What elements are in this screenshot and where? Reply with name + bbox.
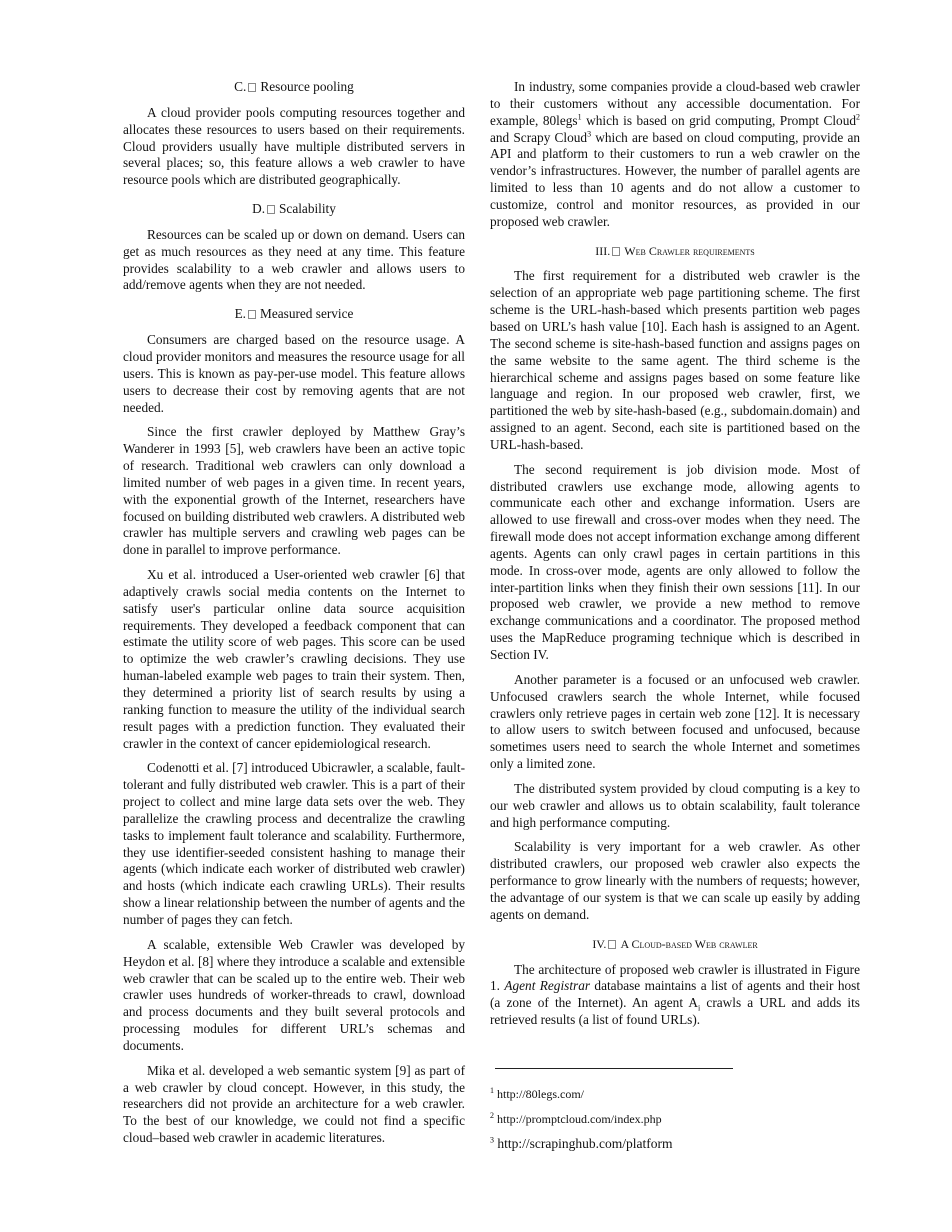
paragraph: The second requirement is job division mode. Most of distributed crawlers use exchange mode, allowing agents to communicate each other and exchange information. Users are allowed to use firewall and cross-over modes when they need. The firewall mode does not accept information exchange among different agents. Agents can only crawl pages in certain partitions in this mode. In cross-over mode, agents are only allowed to follow the inter-partition links when they finish their own sessions [11]. In our proposed web crawler, we provide a new method to remove exchange communications and a coordinator. The proposed method uses the MapReduce programing technique which is described in Section IV. [490, 461, 860, 662]
missing-glyph-icon [248, 83, 256, 92]
heading-title: Scalability [279, 201, 336, 217]
heading-number: D. [252, 201, 266, 217]
text: crawls a URL and adds its retrieved results (a list of found URLs). [490, 995, 860, 1028]
text: and Scrapy Cloud [490, 129, 588, 145]
footnote-divider [495, 1068, 733, 1069]
heading-title: Resource pooling [260, 79, 354, 94]
paragraph: Scalability is very important for a web crawler. As other distributed crawlers, our proposed web crawler also expects the performance to grow linearly with the numbers of requests; however, the advantage of our system is that we can scale up easily by adding agents on demand. [490, 839, 860, 922]
section-heading-requirements [490, 243, 860, 260]
footnote-1 [490, 1087, 584, 1102]
paragraph: A cloud provider pools computing resources together and allocates these resources to users based on their requirements. Cloud providers usually have multiple distributed servers in several places; so, this feature allows a web crawler to have resource pools which are distributed geographically. [123, 104, 465, 188]
text: which is based on grid computing, Prompt Cloud [581, 112, 856, 128]
paragraph: Another parameter is a focused or an unfocused web crawler. Unfocused crawlers search the whole Internet, while focused crawlers only retrieve pages in certain web zone [12]. It is necessary to allow users to switch between focused and unfocused, because sometimes users need to search the whole Internet and sometimes only a limited zone. [490, 671, 860, 772]
paragraph: A scalable, extensible Web Crawler was developed by Heydon et al. [8] where they introduce a scalable and extensible web crawler that can be scaled up to the entire web. Their web crawler uses hundreds of worker-threads to crawl, download and process documents and they built several protocols and processing modules for different URL’s schemas and documents. [123, 936, 465, 1053]
missing-glyph-icon [267, 205, 275, 214]
footnote-3 [490, 1136, 672, 1152]
footnote-ref: 2 [856, 112, 860, 122]
footnote-number: 2 [490, 1111, 494, 1120]
footnote-ref: 1 [577, 112, 582, 122]
missing-glyph-icon [608, 940, 616, 949]
left-column [123, 79, 465, 1155]
paragraph: Xu et al. introduced a User-oriented web crawler [6] that adaptively crawls social media contents on the Internet to satisfy user's particular online data source acquisition requirements. They developed a feedback component that can estimate the utility score of web pages. This score can be used to optimize the web crawler’s crawling decisions. They use human-labeled example web pages to train their system. Then, they determined a priority list of search results by using a ranking function to measure the utility of the individual search result pages with a prediction function. They evaluated their crawler in the context of cancer epidemiological research. [123, 567, 465, 751]
paragraph: Codenotti et al. [7] introduced Ubicrawler, a scalable, fault-tolerant and fully distributed web crawler. This is a part of their project to collect and mine large data sets over the web. They parallelize the crawling process and decentralize the crawling tasks to implement fault tolerance and scalability. Furthermore, they use identifier-seeded consistent hashing to manage their agents (which indicate each worker of distributed web crawler) and hosts (which indicate each crawling URLs). Their results show a linear relationship between the number of agents and the number of pages they can fetch. [123, 760, 465, 927]
footnote-number: 1 [490, 1086, 494, 1095]
heading-title: Web Crawler requirements [624, 243, 755, 258]
footnote-link[interactable]: http://scrapinghub.com/platform [497, 1136, 673, 1151]
italic-term: Agent Registrar [504, 978, 591, 994]
text: The architecture of proposed web crawler is illustrated in Figure 1. [490, 961, 860, 994]
paragraph-architecture [490, 962, 860, 1029]
subscript: i [698, 1003, 701, 1013]
missing-glyph-icon [612, 247, 620, 256]
text: database maintains a list of agents and their host (a zone of the Internet). An agent A [490, 978, 861, 1011]
paragraph: The distributed system provided by cloud computing is a key to our web crawler and allows us to obtain scalability, fault tolerance and high performance computing. [490, 780, 860, 830]
section-heading-cloud-based-crawler [490, 936, 860, 953]
heading-number: C. [234, 79, 247, 94]
footnote-link[interactable]: http://promptcloud.com/index.php [497, 1112, 662, 1126]
heading-title: A Cloud-based Web crawler [620, 936, 758, 951]
section-heading-scalability [123, 201, 465, 218]
heading-number: III. [595, 243, 611, 258]
paragraph: Consumers are charged based on the resource usage. A cloud provider monitors and measures the resource usage for all users. This is known as pay-per-use model. This feature allows users to decrease their cost by removing agents that are not needed. [123, 332, 465, 415]
missing-glyph-icon [248, 310, 256, 319]
footnote-ref: 3 [587, 129, 592, 139]
section-heading-resource-pooling [123, 79, 465, 96]
heading-number: IV. [592, 936, 607, 951]
footnote-number: 3 [490, 1135, 494, 1145]
section-heading-measured-service [123, 306, 465, 323]
paragraph: Mika et al. developed a web semantic system [9] as part of a web crawler by cloud concept. However, in this study, the researchers did not provide an architecture for a web crawler. To the best of our knowledge, we could not find a specific cloud–based web crawler in academic literatures. [123, 1062, 465, 1146]
paragraph-industry [490, 79, 860, 231]
footnote-link[interactable]: http://80legs.com/ [497, 1087, 584, 1101]
paragraph: Resources can be scaled up or down on demand. Users can get as much resources as they need at any time. This feature provides scalability to a web crawler and allows users to add/remove agents when they are not needed. [123, 226, 465, 293]
footnote-2 [490, 1112, 662, 1127]
heading-number: E. [234, 306, 247, 322]
right-column [490, 79, 860, 1037]
heading-title: Measured service [260, 306, 354, 322]
paragraph: Since the first crawler deployed by Matthew Gray’s Wanderer in 1993 [5], web crawlers have been an active topic of research. Traditional web crawlers can only download a limited number of web pages in a given time. In recent years, with the exponential growth of the Internet, researchers have focused on building distributed web crawlers. A distributed web crawler has multiple servers and crawling web pages can be done in parallel to improve performance. [123, 424, 465, 558]
text: In industry, some companies provide a cloud-based web crawler to their customers without any accessible documentation. For example, 80legs [490, 79, 860, 128]
paragraph: The first requirement for a distributed web crawler is the selection of an appropriate web page partitioning scheme. The first scheme is the URL-hash-based which presents partition web pages based on URL’s hash value [10]. Each hash is assigned to an Agent. The second scheme is site-hash-based function and assigns pages on the same website to the same agent. The third scheme is the hierarchical scheme and assigns pages based on some feature like language and region. In our proposed web crawler, first, we partitioned the web by site-hash-based (e.g., subdomain.domain) and assigned to an agent. Second, each site is partitioned based on the URL-hash-based. [490, 268, 860, 452]
text: which are based on cloud computing, provide an API and platform to their customers to run a web crawler on the vendor’s infrastructures. However, the number of parallel agents are limited to less than 10 agents and do not allow a customer to customize, control and monitor resources, as provided in our proposed web crawler. [490, 129, 860, 229]
